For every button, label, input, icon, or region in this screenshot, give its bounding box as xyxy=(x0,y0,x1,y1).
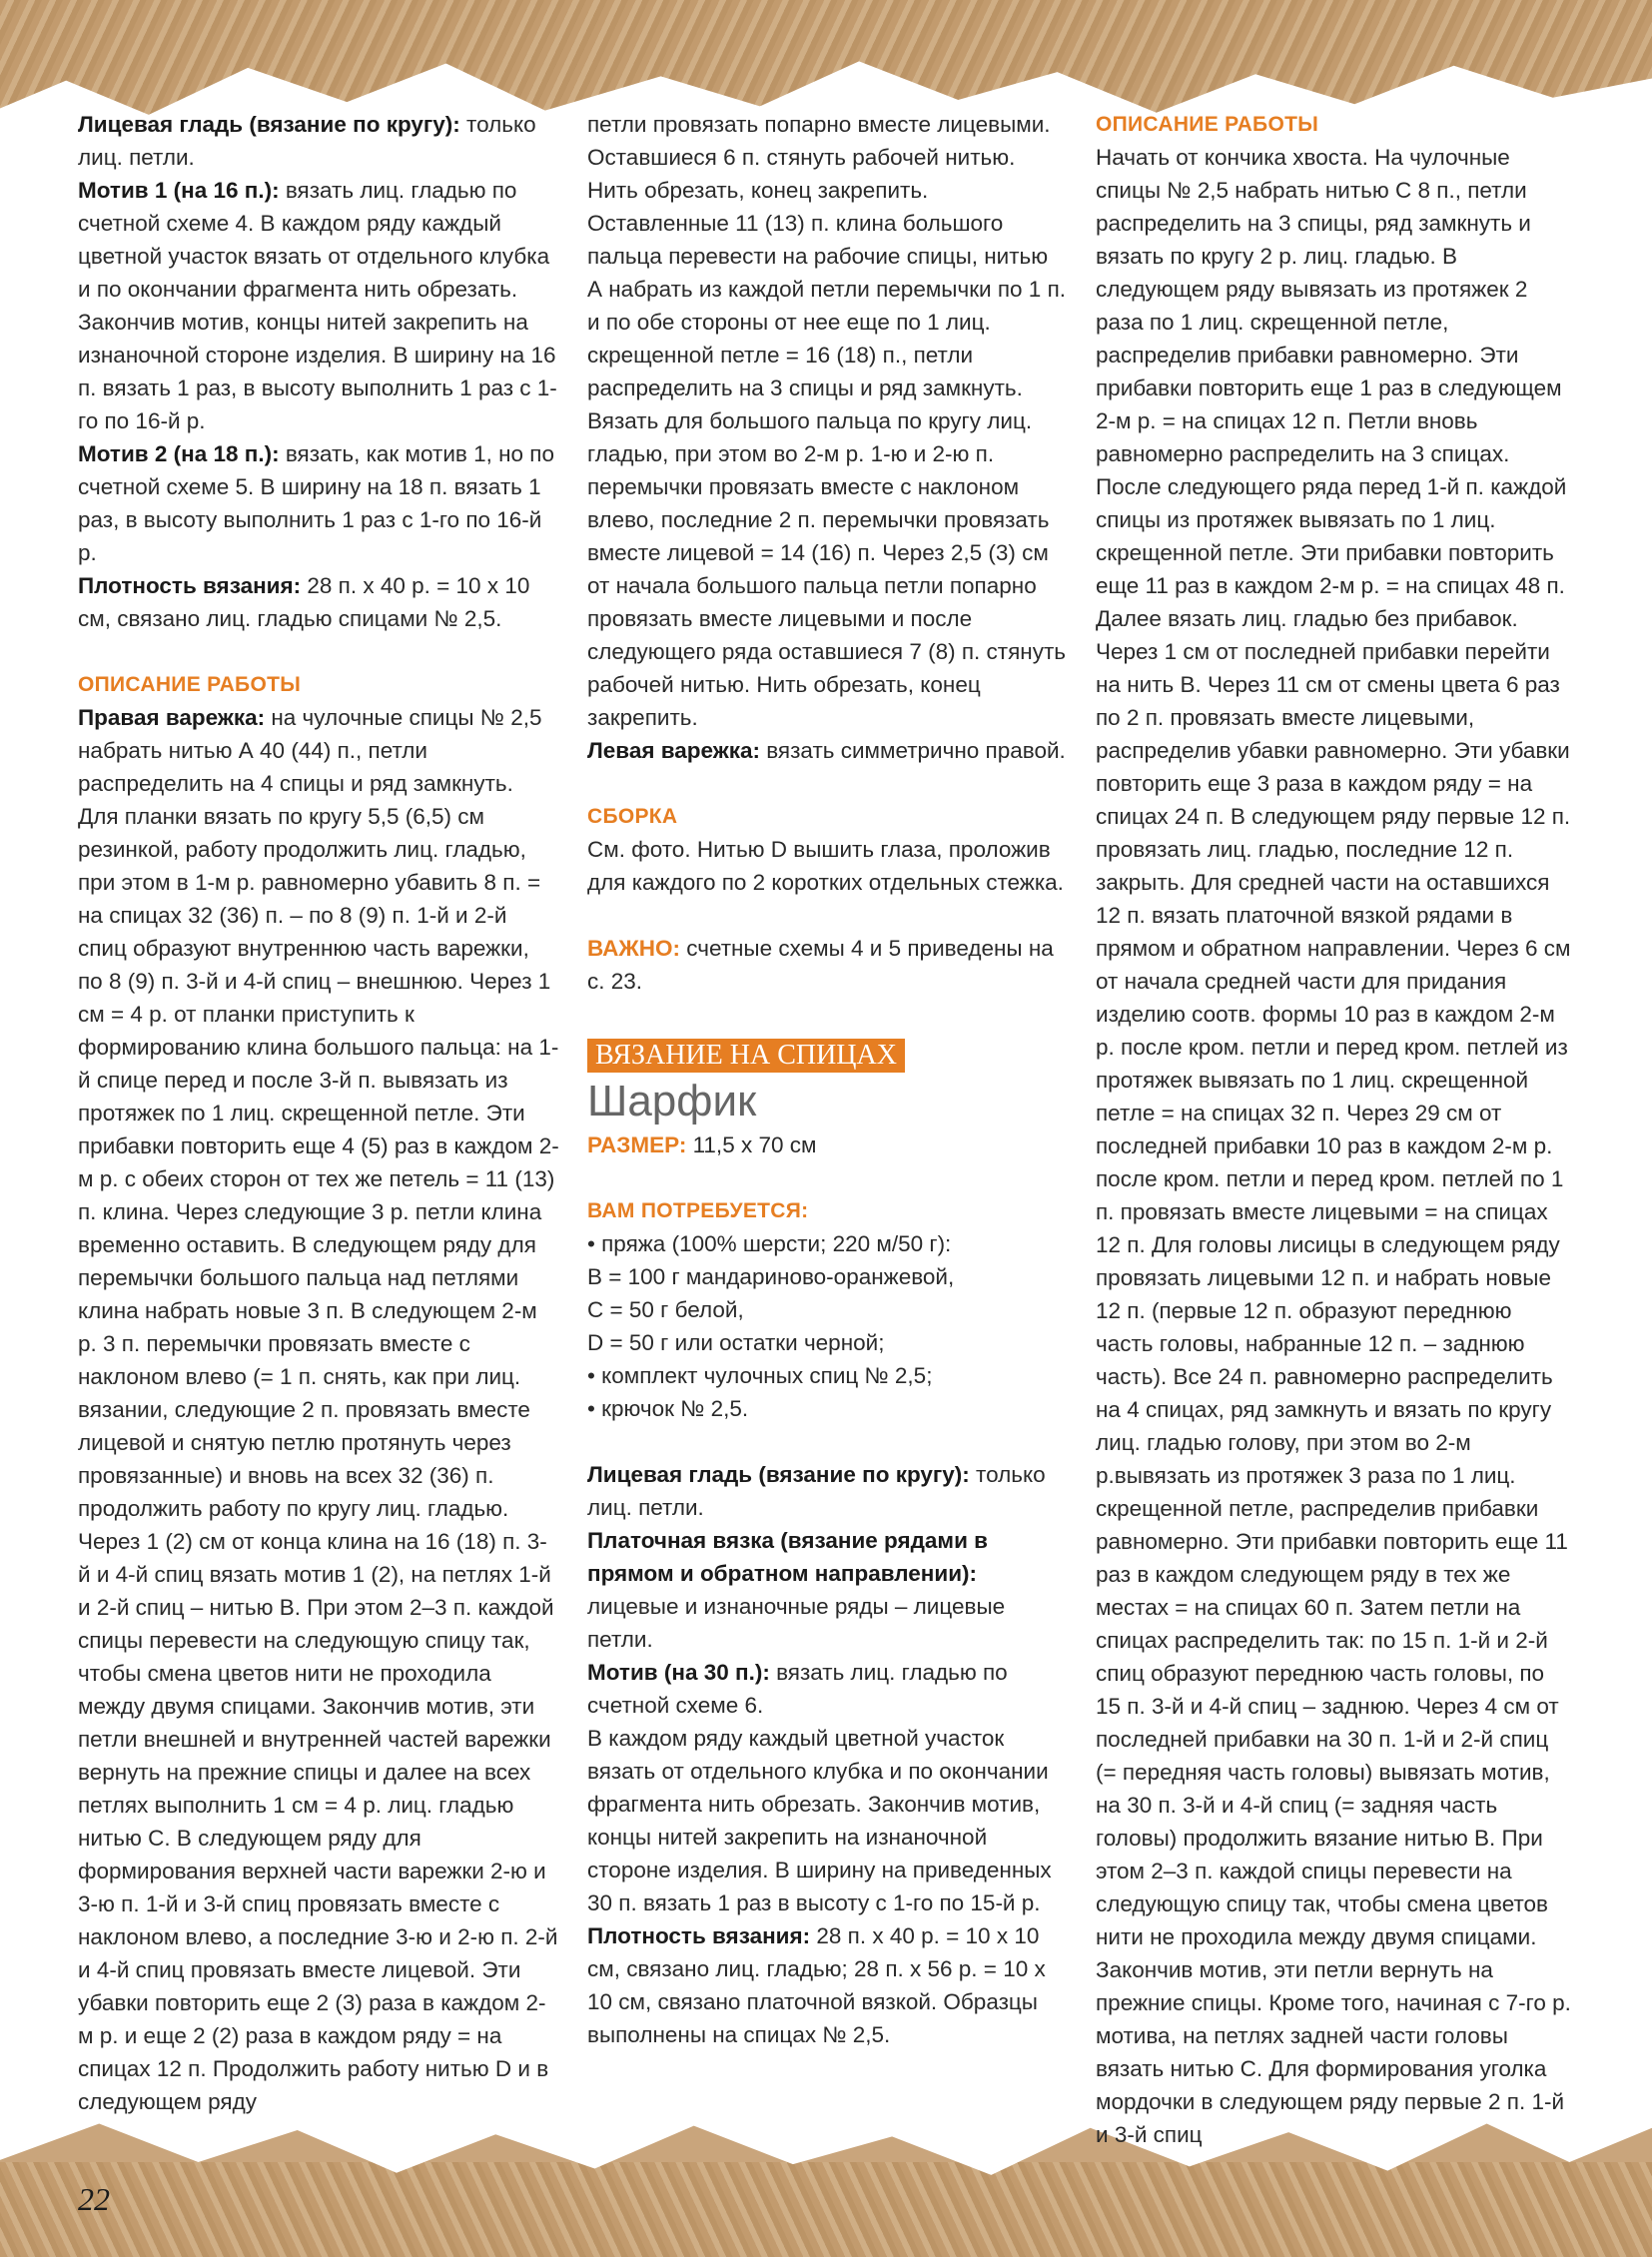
materials-item: D = 50 г или остатки черной; xyxy=(587,1330,885,1355)
text-right-mitten: на чулочные спицы № 2,5 набрать нитью А 40 (44) п., петли распределить на 4 спицы и ряд замкнуть. Для планки вязать по кругу 5,5 (6,5) см резинкой, работу продолжить лиц. гладью, при этом в 1-м р. равномерно убавить 8 п. = на спицах 32 (36) п. – по 8 (9) п. 1-й и 2-й спиц образуют внутреннюю часть варежки, по 8 (9) п. 3-й и 4-й спиц – внешнюю. Через 1 см = 4 р. от планки приступить к формированию клина большого пальца: на 1-й спице перед и после 3-й п. вывязать из протяжек по 1 лиц. скрещенной петле. Эти прибавки повторить еще 4 (5) раз в каждом 2-м р. с обеих сторон от тех же петель = 11 (13) п. клина. Через следующие 3 р. петли клина временно оставить. В следующем ряду для перемычки большого пальца над петлями клина набрать новые 3 п. В следующем 2-м р. 3 п. перемычки провязать вместе с наклоном влево (= 1 п. снять, как при лиц. вязании, следующие 2 п. провязать вместе лицевой и снятую петлю протянуть через провязанные) и вновь на всех 32 (36) п. продолжить работу по кругу лиц. гладью. Через 1 (2) см от конца клина на 16 (18) п. 3-й и 4-й спиц вязать мотив 1 (2), на петлях 1-й и 2-й спиц – нитью В. При этом 2–3 п. каждой спицы перевести на следующую спицу так, чтобы смена цветов нити не проходила между двумя спицами. Закончив мотив, эти петли внешней и внутренней частей варежки вернуть на прежние спицы и далее на всех петлях выполнить 1 см = 4 р. лиц. гладью нитью С. В следующем ряду для формирования верхней части варежки 2-ю и 3-ю п. 1-й и 3-й спиц провязать вместе с наклоном влево, а последние 3-ю и 2-ю п. 2-й и 4-й спиц провязать вместе лицевой. Эти убавки повторить еще 2 (3) раза в каждом 2-м р. и еще 2 (2) раза в каждом ряду = на спицах 12 п. Продолжить работу нитью D и в следующем ряду xyxy=(78,705,559,2114)
torn-paper-bottom xyxy=(0,2162,1652,2257)
paragraph-scarf-instructions: Начать от кончика хвоста. На чулочные спицы № 2,5 набрать нитью С 8 п., петли распределить на 3 спицы, ряд замкнуть и вязать по кругу 2 р. лиц. гладью. В следующем ряду вывязать из протяжек 2 раза по 1 лиц. скрещенной петле, распределив прибавки равномерно. Эти прибавки повторить еще 1 раз в следующем 2-м р. = на спицах 12 п. Петли вновь равномерно распределить на 3 спицах. После следующего ряда перед 1-й п. каждой спицы из протяжек вывязать по 1 лиц. скрещенной петле. Эти прибавки повторить еще 11 раз в каждом 2-м р. = на спицах 48 п. Далее вязать лиц. гладью без прибавок. Через 1 см от последней прибавки перейти на нить В. Через 11 см от смены цвета 6 раз по 2 п. провязать вместе лицевыми, распределив убавки равномерно. Эти убавки повторить еще 3 раза в каждом ряду = на спицах 24 п. В следующем ряду первые 12 п. провязать лиц. гладью, последние 12 п. закрыть. Для средней части на оставшихся 12 п. вязать платочной вязкой рядами в прямом и обратном направлении. Через 6 см от начала средней части для придания изделию соотв. формы 10 раз в каждом 2-м р. после кром. петли и перед кром. петлей из протяжек вывязать по 1 лиц. скрещенной петле = на спицах 32 п. Через 29 см от последней прибавки 10 раз в каждом 2-м р. после кром. петли и перед кром. петлей по 1 п. провязать вместе лицевыми = на спицах 12 п. Для головы лисицы в следующем ряду провязать лицевыми 12 п. и набрать новые 12 п. (первые 12 п. образуют переднюю часть головы, набранные 12 п. – заднюю часть). Все 24 п. равномерно распределить на 4 спицах, ряд замкнуть и вязать по кругу лиц. гладью голову, при этом во 2-м р.вывязать из протяжек 3 раза по 1 лиц. скрещенной петле, распределив прибавки равномерно. Эти прибавки повторить еще 11 раз в каждом следующем ряду в тех же местах = на спицах 60 п. Затем петли на спицах распределить так: по 15 п. 1-й и 2-й спиц образуют переднюю часть головы, по 15 п. 3-й и 4-й спиц – заднюю. Через 4 см от последней прибавки на 30 п. 1-й и 2-й спиц (= передняя часть головы) вывязать мотив, на 30 п. 3-й и 4-й спиц (= задняя часть головы) продолжить вязание нитью В. При этом 2–3 п. каждой спицы перевести на следующую спицу так, чтобы смена цветов нити не проходила между двумя спицами. Закончив мотив, эти петли вернуть на прежние спицы. Кроме того, начиная с 7-го р. мотива, на петлях задней части головы вязать нитью С. Для формирования уголка мордочки в следующем ряду первые 2 п. 1-й и 3-й спиц xyxy=(1096,145,1571,2147)
paragraph-stockinette xyxy=(78,108,559,174)
label-right-mitten: Правая варежка: xyxy=(78,705,266,730)
heading-work-description-scarf: ОПИСАНИЕ РАБОТЫ xyxy=(1096,113,1319,136)
paragraph-color-work: В каждом ряду каждый цветной участок вязать от отдельного клубка и по окончании фрагмента нить обрезать. Закончив мотив, концы нитей закрепить на изнаночной стороне изделия. В ширину на приведенных 30 п. вязать 1 раз в высоту с 1-го по 15-й р. xyxy=(587,1726,1052,1915)
column-middle xyxy=(587,108,1067,2051)
paragraph-motif-2 xyxy=(78,437,559,569)
paragraph-assembly: См. фото. Нитью D вышить глаза, проложив для каждого по 2 коротких отдельных стежка. xyxy=(587,837,1064,895)
article-title: Шарфик xyxy=(587,1077,757,1126)
text-stockinette-scarf: только лиц. петли. xyxy=(587,1462,1046,1520)
paragraph-size xyxy=(587,1128,1067,1161)
paragraph-gauge xyxy=(78,569,559,635)
heading-assembly: СБОРКА xyxy=(587,805,678,828)
paragraph-left-mitten xyxy=(587,734,1067,767)
materials-item: В = 100 г мандариново-оранжевой, xyxy=(587,1264,955,1289)
label-left-mitten: Левая варежка: xyxy=(587,738,760,763)
page-number: 22 xyxy=(78,2181,110,2217)
section-banner: ВЯЗАНИЕ НА СПИЦАХ xyxy=(587,1039,905,1073)
text-left-mitten: вязать симметрично правой. xyxy=(759,738,1066,763)
text-size: 11,5 х 70 см xyxy=(686,1132,817,1157)
heading-work-description: ОПИСАНИЕ РАБОТЫ xyxy=(78,673,302,696)
section-banner-wrap xyxy=(587,1039,1067,1073)
materials-item: • комплект чулочных спиц № 2,5; xyxy=(587,1363,933,1388)
paragraph-important xyxy=(587,932,1067,998)
paragraph-right-mitten xyxy=(78,701,559,2118)
materials-item: С = 50 г белой, xyxy=(587,1297,744,1322)
text-stockinette: только лиц. петли. xyxy=(78,112,536,170)
label-motif-scarf: Мотив (на 30 п.): xyxy=(587,1660,770,1685)
label-stockinette-scarf: Лицевая гладь (вязание по кругу): xyxy=(587,1462,970,1487)
text-motif-scarf: вязать лиц. гладью по счетной схеме 6. xyxy=(587,1660,1008,1718)
paragraph-stockinette-scarf xyxy=(587,1458,1067,1524)
materials-item: • крючок № 2,5. xyxy=(587,1396,749,1421)
label-garter: Платочная вязка (вязание рядами в прямом и обратном направлении): xyxy=(587,1528,988,1586)
text-important: счетные схемы 4 и 5 приведены на с. 23. xyxy=(587,936,1054,994)
text-motif-1: вязать лиц. гладью по счетной схеме 4. В каждом ряду каждый цветной участок вязать от отдельного клубка и по окончании фрагмента нить обрезать. Закончив мотив, концы нитей закрепить на изнаночной стороне изделия. В ширину на 16 п. вязать 1 раз, в высоту выполнить 1 раз с 1-го по 16-й р. xyxy=(78,178,557,433)
text-gauge-scarf: 28 п. х 40 р. = 10 х 10 см, связано лиц. гладью; 28 п. х 56 р. = 10 х 10 см, связано платочной вязкой. Образцы выполнены на спицах № 2,5. xyxy=(587,1923,1046,2047)
label-motif-1: Мотив 1 (на 16 п.): xyxy=(78,178,280,203)
label-gauge: Плотность вязания: xyxy=(78,573,302,598)
paragraph-thumb: петли провязать попарно вместе лицевыми. Оставшиеся 6 п. стянуть рабочей нитью. Нить обрезать, конец закрепить. Оставленные 11 (13) п. клина большого пальца перевести на рабочие спицы, нитью А набрать из каждой петли перемычки по 1 п. и по обе стороны от нее еще по 1 лиц. скрещенной петле = 16 (18) п., петли распределить на 3 спицы и ряд замкнуть. Вязать для большого пальца по кругу лиц. гладью, при этом во 2-м р. 1-ю и 2-ю п. перемычки провязать вместе с наклоном влево, последние 2 п. перемычки провязать вместе лицевой = 14 (16) п. Через 2,5 (3) см от начала большого пальца петли попарно провязать вместе лицевыми и после следующего ряда оставшиеся 7 (8) п. стянуть рабочей нитью. Нить обрезать, конец закрепить. xyxy=(587,112,1067,730)
label-size: РАЗМЕР: xyxy=(587,1132,687,1157)
text-motif-2: вязать, как мотив 1, но по счетной схеме 5. В ширину на 18 п. вязать 1 раз, в высоту выполнить 1 раз с 1-го по 16-й р. xyxy=(78,441,554,565)
label-stockinette: Лицевая гладь (вязание по кругу): xyxy=(78,112,460,137)
text-garter: лицевые и изнаночные ряды – лицевые петли. xyxy=(587,1594,1006,1652)
paragraph-garter xyxy=(587,1524,1067,1656)
materials-item: • пряжа (100% шерсти; 220 м/50 г): xyxy=(587,1231,952,1256)
text-gauge: 28 п. х 40 р. = 10 х 10 см, связано лиц. гладью спицами № 2,5. xyxy=(78,573,530,631)
paragraph-motif-1 xyxy=(78,174,559,437)
heading-materials: ВАМ ПОТРЕБУЕТСЯ: xyxy=(587,1199,809,1222)
paragraph-gauge-scarf xyxy=(587,1919,1067,2051)
label-motif-2: Мотив 2 (на 18 п.): xyxy=(78,441,280,466)
column-right xyxy=(1096,108,1575,2151)
label-gauge-scarf: Плотность вязания: xyxy=(587,1923,811,1948)
label-important: ВАЖНО: xyxy=(587,936,680,961)
column-left xyxy=(78,108,559,2118)
paragraph-motif-scarf xyxy=(587,1656,1067,1722)
